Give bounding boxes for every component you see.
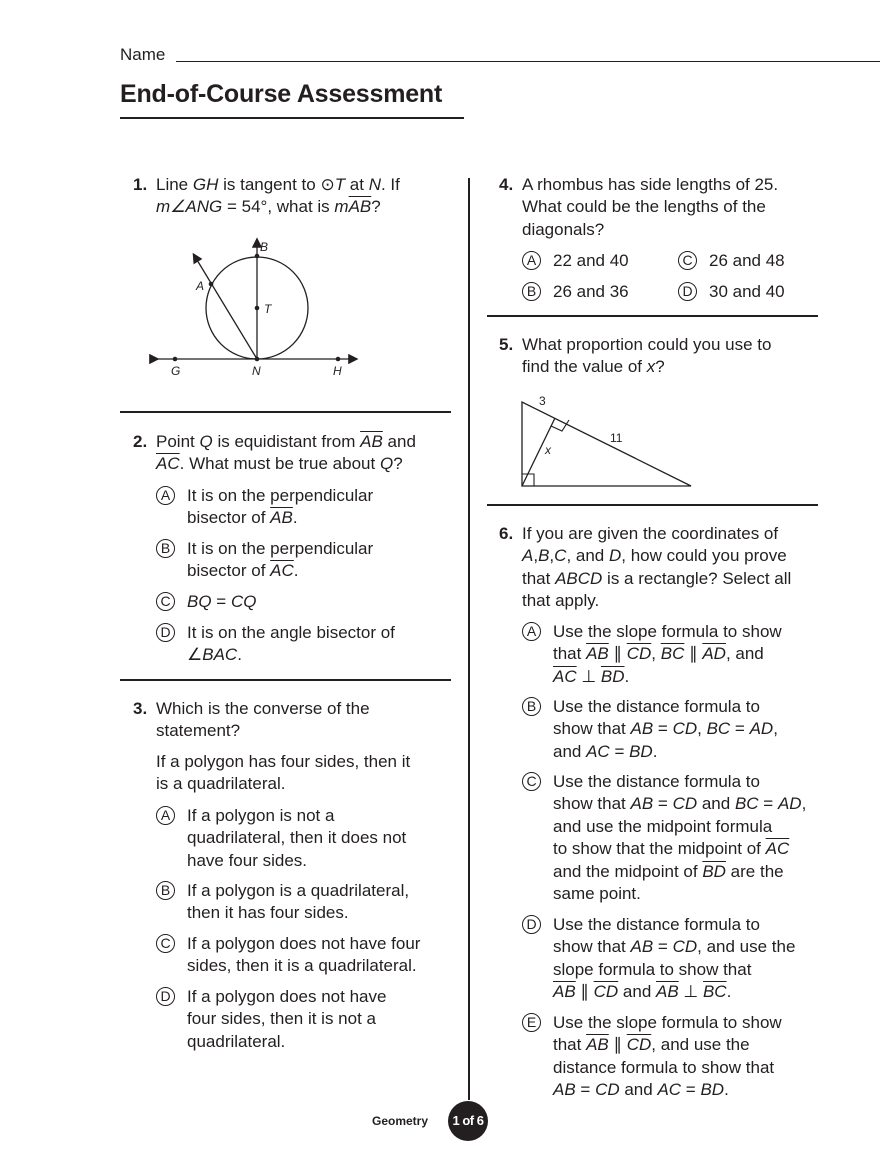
text-line	[187, 805, 406, 827]
choice-text	[187, 805, 406, 872]
text-segment: D	[608, 546, 622, 566]
text-segment: Use the slope formula to show	[553, 622, 782, 641]
choice-text	[187, 591, 256, 613]
choice-letter-circle[interactable]: B	[156, 539, 175, 558]
answer-choice-d[interactable]	[678, 281, 785, 303]
circle-tangent-figure	[140, 230, 380, 380]
text-line	[522, 590, 791, 612]
answer-choice-c[interactable]	[156, 933, 420, 978]
text-segment: $\overline{AB}$	[270, 508, 293, 528]
text-segment: =	[211, 592, 231, 611]
question-text	[156, 431, 416, 476]
text-line	[522, 545, 791, 567]
choice-text	[553, 281, 629, 303]
text-segment: quadrilateral.	[187, 1031, 286, 1051]
label-a: A	[196, 279, 205, 293]
text-segment: If a polygon is not a	[187, 806, 335, 825]
answer-choice-b[interactable]	[156, 538, 373, 583]
choice-text	[553, 771, 806, 905]
choice-letter-circle[interactable]: D	[156, 987, 175, 1006]
choice-letter-circle[interactable]: E	[522, 1013, 541, 1032]
answer-choice-a[interactable]	[522, 250, 629, 272]
text-segment: CD	[595, 1080, 620, 1100]
text-segment: ⊥	[678, 982, 703, 1002]
text-segment: four sides, then it is not a	[187, 1009, 376, 1029]
text-segment: $\overline{AB}$	[348, 197, 372, 217]
text-line	[187, 955, 420, 977]
text-segment: =	[653, 937, 673, 957]
text-segment: $\overline{BD}$	[600, 666, 625, 686]
text-segment: 26 and 36	[553, 282, 629, 301]
answer-choice-c[interactable]	[156, 591, 256, 613]
text-line	[553, 741, 778, 763]
answer-choice-c[interactable]	[522, 771, 806, 905]
text-line	[156, 453, 416, 475]
choice-text	[187, 986, 386, 1053]
text-segment: =	[609, 741, 630, 761]
text-segment: A	[522, 546, 534, 566]
text-segment: $\overline{AB}$	[586, 644, 609, 664]
text-segment: ABCD	[555, 568, 603, 588]
text-segment: 30 and 40	[709, 282, 785, 301]
text-segment: Which is the converse of the	[156, 699, 370, 718]
text-segment: . What must be true about	[179, 454, 380, 474]
text-segment: AD	[777, 794, 802, 814]
label-x: x	[545, 443, 551, 457]
text-line	[709, 281, 785, 303]
text-segment: AB	[630, 937, 654, 957]
text-segment: statement?	[156, 721, 241, 741]
text-segment: What could be the lengths of the	[522, 197, 766, 217]
choice-text	[553, 250, 629, 272]
text-segment: If you are given the coordinates of	[522, 524, 779, 543]
text-line	[187, 902, 409, 924]
question-text	[522, 174, 778, 241]
text-segment: $\overline{BC}$	[702, 982, 727, 1002]
text-segment: Use the distance formula to	[553, 697, 760, 716]
text-segment: $\overline{BD}$	[702, 861, 726, 881]
text-segment: BD	[629, 741, 653, 761]
question-text	[522, 523, 791, 613]
text-segment: distance formula to show that	[553, 1057, 775, 1077]
text-segment: that	[553, 644, 587, 664]
divider	[487, 504, 818, 506]
text-segment: sides, then it is a quadrilateral.	[187, 956, 417, 976]
text-line	[553, 643, 782, 665]
answer-choice-d[interactable]	[156, 986, 386, 1053]
text-segment: $\overline{AD}$	[702, 644, 726, 664]
text-line	[187, 560, 373, 582]
answer-choice-b[interactable]	[522, 696, 778, 763]
text-line	[553, 1057, 782, 1079]
answer-choice-a[interactable]	[156, 485, 373, 530]
text-line	[156, 196, 400, 218]
text-line	[187, 850, 406, 872]
text-segment: . If	[380, 175, 400, 194]
text-line	[553, 936, 795, 958]
text-line	[553, 281, 629, 303]
text-segment: ,	[651, 644, 661, 664]
text-line	[187, 538, 373, 560]
choice-letter-circle[interactable]: B	[156, 881, 175, 900]
text-segment: ∥	[608, 644, 627, 664]
text-segment: , and	[566, 546, 609, 566]
text-line	[553, 718, 778, 740]
text-segment: GH	[192, 175, 219, 194]
answer-choice-d[interactable]	[156, 622, 395, 667]
text-segment: =	[681, 1080, 701, 1100]
text-segment: AC	[657, 1080, 682, 1100]
text-line	[187, 1008, 386, 1030]
text-segment: ⊥	[576, 666, 601, 686]
text-line	[156, 751, 410, 773]
text-segment: =	[653, 719, 673, 739]
text-segment: is equidistant from	[212, 432, 361, 451]
text-segment: then it has four sides.	[187, 903, 349, 923]
choice-text	[553, 914, 795, 1004]
text-line	[522, 334, 771, 356]
text-line	[187, 622, 395, 644]
text-segment: 22 and 40	[553, 251, 629, 270]
page-number-badge: 1 of 6	[448, 1101, 488, 1141]
text-line	[553, 816, 806, 838]
text-segment: ∥	[608, 1035, 627, 1055]
choice-letter-circle[interactable]: B	[522, 282, 541, 301]
text-segment: Point	[156, 432, 200, 451]
right-angle-mark	[522, 474, 534, 486]
text-segment: ,	[801, 794, 807, 814]
choice-letter-circle[interactable]: C	[678, 251, 697, 270]
text-line	[187, 933, 420, 955]
text-line	[553, 250, 629, 272]
text-segment: BD	[700, 1080, 725, 1100]
text-line	[553, 621, 782, 643]
text-line	[553, 959, 795, 981]
text-segment: C	[554, 546, 567, 566]
text-line	[553, 793, 806, 815]
answer-choice-a[interactable]	[522, 621, 782, 688]
text-segment: .	[652, 741, 658, 761]
text-segment: .	[724, 1080, 729, 1100]
question-text	[156, 174, 400, 219]
divider	[487, 315, 818, 317]
text-segment: $\overline{AB}$	[360, 432, 383, 451]
divider	[120, 679, 451, 681]
answer-choice-e[interactable]	[522, 1012, 782, 1102]
text-segment: ,	[697, 719, 707, 739]
text-segment: $\overline{AB}$	[586, 1035, 609, 1055]
text-segment: AB	[630, 794, 654, 814]
footer-subject: Geometry	[372, 1114, 429, 1128]
text-segment: and	[619, 1080, 658, 1100]
text-segment: Use the distance formula to	[553, 772, 760, 791]
label-short-segment: 3	[539, 394, 546, 408]
text-line	[187, 485, 373, 507]
text-line	[553, 1034, 782, 1056]
choice-letter-circle[interactable]: A	[156, 486, 175, 505]
text-segment: is a quadrilateral.	[156, 774, 286, 794]
text-segment: have four sides.	[187, 850, 308, 870]
question-number: 6.	[499, 524, 514, 543]
answer-choice-d[interactable]	[522, 914, 795, 1004]
text-segment: CD	[672, 719, 698, 739]
text-line	[187, 986, 386, 1008]
text-segment: $\overline{AC}$	[765, 839, 790, 859]
text-line	[553, 1012, 782, 1034]
question-number: 1.	[133, 175, 148, 194]
text-segment: If a polygon has four sides, then it	[156, 752, 411, 771]
statement-text	[156, 751, 410, 796]
text-segment: BQ	[187, 592, 212, 611]
text-segment: Q	[379, 454, 394, 474]
column-divider	[468, 178, 470, 1100]
text-segment: ∥	[575, 982, 594, 1002]
choice-letter-circle[interactable]: A	[522, 251, 541, 270]
text-segment: .	[292, 508, 298, 528]
text-segment: $\overline{AC}$	[553, 666, 577, 686]
text-segment: and	[697, 794, 735, 814]
text-segment: slope formula to show that	[553, 959, 752, 979]
text-line	[522, 196, 778, 218]
ray-na	[194, 255, 257, 359]
choice-letter-circle[interactable]: C	[522, 772, 541, 791]
text-segment: CQ	[230, 592, 257, 611]
text-segment: show that	[553, 794, 631, 814]
text-segment: N	[368, 175, 381, 194]
text-segment: ,	[773, 719, 778, 739]
choice-text	[709, 281, 785, 303]
text-line	[709, 250, 785, 272]
question-number: 5.	[499, 335, 514, 354]
text-segment: .	[293, 561, 299, 581]
choice-letter-circle[interactable]: B	[522, 697, 541, 716]
text-line	[553, 914, 795, 936]
text-line	[187, 1031, 386, 1053]
text-segment: Q	[199, 432, 213, 451]
text-segment: is a rectangle? Select all	[602, 568, 792, 588]
divider	[120, 411, 451, 413]
text-segment: find the value of	[522, 357, 647, 377]
text-line	[522, 174, 778, 196]
text-segment: are the	[725, 861, 784, 881]
title-underline	[120, 117, 464, 119]
text-segment: AB	[630, 719, 654, 739]
label-h: H	[333, 364, 342, 378]
choice-text	[709, 250, 785, 272]
text-segment: , and	[725, 644, 764, 664]
text-segment: and the midpoint of	[553, 861, 703, 881]
text-line	[522, 568, 791, 590]
text-line	[553, 1079, 782, 1101]
question-text	[522, 334, 771, 379]
text-segment: It is on the angle bisector of	[187, 623, 395, 642]
label-g: G	[171, 364, 181, 378]
text-segment: $\overline{CD}$	[593, 982, 619, 1002]
text-segment: $\overline{CD}$	[626, 1035, 652, 1055]
text-line	[553, 838, 806, 860]
text-line	[187, 591, 256, 613]
choice-text	[553, 696, 778, 763]
text-segment: show that	[553, 937, 631, 957]
answer-choice-b[interactable]	[156, 880, 409, 925]
text-line	[522, 523, 791, 545]
choice-letter-circle[interactable]: D	[522, 915, 541, 934]
question-number: 4.	[499, 175, 514, 194]
text-segment: ,	[549, 546, 555, 566]
choice-text	[553, 1012, 782, 1102]
text-segment: , how could you prove	[621, 546, 787, 566]
text-segment: .	[624, 666, 630, 686]
text-segment: Use the distance formula to	[553, 915, 760, 934]
text-segment: =	[653, 794, 673, 814]
page-title: End-of-Course Assessment	[120, 80, 443, 108]
text-line	[187, 644, 395, 666]
text-segment: AD	[749, 719, 774, 739]
text-line	[553, 771, 806, 793]
text-segment: A rhombus has side lengths of 25.	[522, 175, 779, 194]
text-line	[187, 880, 409, 902]
choice-text	[187, 538, 373, 583]
text-line	[156, 720, 370, 742]
text-line	[156, 773, 410, 795]
text-segment: 26 and 48	[709, 251, 785, 270]
text-segment: BC	[706, 719, 731, 739]
text-segment: What proportion could you use to	[522, 335, 772, 354]
text-segment: ?	[393, 454, 403, 474]
text-segment: AC	[586, 741, 610, 761]
answer-choice-a[interactable]	[156, 805, 406, 872]
text-line	[156, 698, 370, 720]
text-segment: and	[382, 432, 416, 451]
text-segment: BAC	[202, 645, 238, 665]
text-segment: bisector of	[187, 508, 271, 528]
question-number: 2.	[133, 432, 148, 451]
text-segment: m	[334, 197, 349, 217]
text-segment: Line	[156, 175, 193, 194]
text-segment: T	[334, 175, 346, 194]
choice-letter-circle[interactable]: D	[156, 623, 175, 642]
text-segment: $\overline{BC}$	[660, 644, 685, 664]
text-segment: If a polygon does not have four	[187, 934, 421, 953]
choice-letter-circle[interactable]: D	[678, 282, 697, 301]
text-segment: show that	[553, 719, 631, 739]
text-segment: bisector of	[187, 561, 271, 581]
text-segment: CD	[672, 794, 698, 814]
text-line	[553, 883, 806, 905]
text-segment: at	[345, 175, 369, 194]
choice-text	[187, 485, 373, 530]
text-segment: =	[575, 1080, 596, 1100]
text-segment: $\overline{AC}$	[156, 454, 180, 474]
choice-text	[187, 622, 395, 667]
text-segment: is tangent to ⊙	[218, 175, 335, 194]
text-segment: and use the midpoint formula	[553, 816, 773, 836]
label-long-segment: 11	[610, 431, 623, 445]
name-field-line[interactable]	[176, 61, 880, 62]
text-segment: m∠ANG	[156, 197, 223, 217]
answer-choice-b[interactable]	[522, 281, 629, 303]
text-line	[553, 981, 795, 1003]
text-segment: B	[538, 546, 550, 566]
text-segment: It is on the perpendicular	[187, 486, 374, 505]
text-segment: ∠	[187, 645, 203, 665]
text-line	[522, 356, 771, 378]
text-line	[553, 666, 782, 688]
text-segment: that	[553, 1035, 587, 1055]
text-segment: BC	[734, 794, 759, 814]
text-segment: =	[730, 719, 750, 739]
text-line	[156, 431, 416, 453]
choice-letter-circle[interactable]: A	[522, 622, 541, 641]
label-b: B	[260, 240, 269, 254]
text-segment: and	[618, 982, 657, 1002]
question-text	[156, 698, 370, 743]
text-segment: $\overline{AB}$	[553, 982, 576, 1002]
text-segment: Use the slope formula to show	[553, 1013, 782, 1032]
text-segment: .	[726, 982, 732, 1002]
choice-text	[187, 933, 420, 978]
text-segment: ?	[655, 357, 665, 377]
text-segment: same point.	[553, 884, 641, 904]
text-segment: x	[646, 357, 656, 377]
text-segment: ,	[533, 546, 539, 566]
text-segment: AB	[553, 1080, 576, 1100]
text-segment: , and use the	[651, 1035, 750, 1055]
text-segment: to show that the midpoint of	[553, 839, 766, 859]
text-segment: that	[522, 568, 556, 588]
text-segment: ∥	[684, 644, 703, 664]
choice-letter-circle[interactable]: C	[156, 592, 175, 611]
choice-letter-circle[interactable]: C	[156, 934, 175, 953]
text-line	[187, 507, 373, 529]
text-line	[553, 861, 806, 883]
choice-text	[553, 621, 782, 688]
text-segment: and	[553, 741, 587, 761]
text-segment: , and use the	[697, 937, 796, 957]
label-t: T	[264, 302, 272, 316]
text-line	[553, 696, 778, 718]
text-segment: ?	[371, 197, 381, 217]
text-segment: $\overline{AC}$	[270, 561, 294, 581]
name-label: Name	[120, 45, 166, 64]
text-segment: It is on the perpendicular	[187, 539, 374, 558]
text-segment: quadrilateral, then it does not	[187, 828, 407, 848]
text-segment: $\overline{CD}$	[626, 644, 652, 664]
choice-letter-circle[interactable]: A	[156, 806, 175, 825]
text-segment: If a polygon does not have	[187, 987, 387, 1006]
text-line	[156, 174, 400, 196]
text-segment: $\overline{AB}$	[656, 982, 679, 1002]
question-number: 3.	[133, 699, 148, 718]
text-segment: diagonals?	[522, 219, 605, 239]
text-segment: .	[237, 645, 242, 665]
text-segment: If a polygon is a quadrilateral,	[187, 881, 410, 900]
text-segment: CD	[672, 937, 698, 957]
right-triangle-figure	[500, 390, 700, 490]
text-segment: that apply.	[522, 591, 600, 611]
text-segment: =	[758, 794, 778, 814]
answer-choice-c[interactable]	[678, 250, 785, 272]
text-line	[522, 219, 778, 241]
label-n: N	[252, 364, 261, 378]
choice-text	[187, 880, 409, 925]
text-line	[187, 827, 406, 849]
text-segment: = 54°, what is	[222, 197, 335, 217]
